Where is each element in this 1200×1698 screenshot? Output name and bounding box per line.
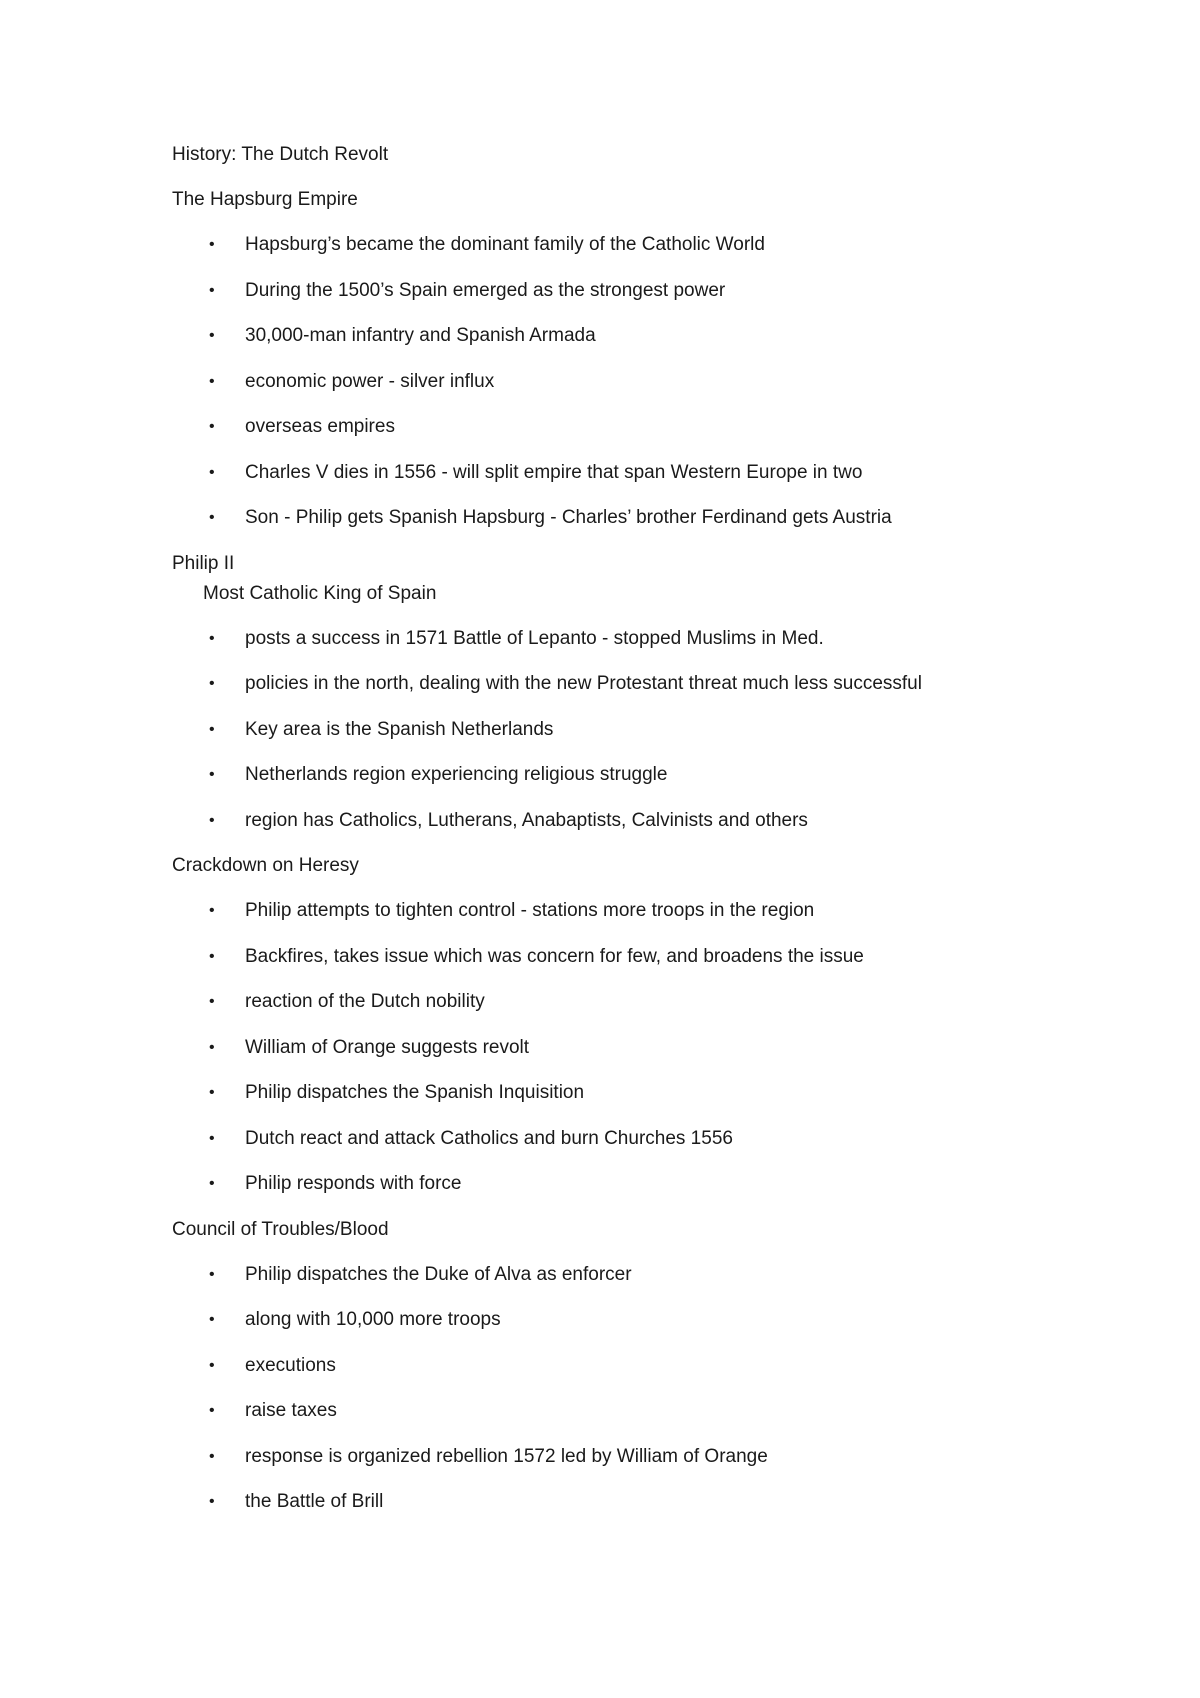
bullet-icon: • bbox=[209, 947, 215, 965]
bullet-icon: • bbox=[209, 236, 215, 253]
bullet-icon: • bbox=[209, 327, 215, 344]
list-item bbox=[172, 672, 1052, 696]
list-item-text: executions bbox=[245, 1354, 336, 1376]
list-item bbox=[172, 1081, 1052, 1105]
section-heading-crackdown-on-heresy: Crackdown on Heresy bbox=[172, 855, 359, 876]
list-item bbox=[172, 627, 1052, 651]
bullet-icon: • bbox=[209, 1402, 215, 1419]
bullet-list-council-of-troubles bbox=[172, 1263, 1052, 1515]
list-item bbox=[172, 899, 1052, 923]
bullet-icon: • bbox=[209, 1038, 215, 1056]
list-item-text: Philip dispatches the Spanish Inquisition bbox=[245, 1082, 585, 1103]
list-item-text: Philip dispatches the Duke of Alva as enforcer bbox=[245, 1263, 632, 1285]
list-item bbox=[172, 279, 1052, 303]
list-item bbox=[172, 718, 1052, 742]
list-item-text: reaction of the Dutch nobility bbox=[245, 991, 485, 1012]
list-item-text: Netherlands region experiencing religious struggle bbox=[245, 764, 668, 785]
list-item bbox=[172, 415, 1052, 439]
bullet-icon: • bbox=[209, 811, 215, 829]
bullet-icon: • bbox=[209, 1265, 215, 1283]
list-item bbox=[172, 233, 1052, 257]
bullet-icon: • bbox=[209, 509, 215, 526]
bullet-icon: • bbox=[209, 1129, 215, 1147]
list-item bbox=[172, 809, 1052, 833]
list-item bbox=[172, 506, 1052, 530]
list-item-text: Philip attempts to tighten control - stations more troops in the region bbox=[245, 900, 815, 921]
bullet-icon: • bbox=[209, 1175, 215, 1192]
list-item-text: 30,000-man infantry and Spanish Armada bbox=[245, 325, 596, 346]
list-item bbox=[172, 461, 1052, 485]
list-item-text: William of Orange suggests revolt bbox=[245, 1036, 530, 1058]
bullet-icon: • bbox=[209, 418, 215, 435]
list-item-text: policies in the north, dealing with the new Protestant threat much less successful bbox=[245, 673, 922, 694]
section-subheading-philip-ii: Most Catholic King of Spain bbox=[203, 582, 437, 604]
bullet-icon: • bbox=[209, 675, 215, 692]
list-item bbox=[172, 1263, 1052, 1287]
list-item-text: Charles V dies in 1556 - will split empire that span Western Europe in two bbox=[245, 461, 863, 483]
list-item bbox=[172, 990, 1052, 1014]
bullet-list-crackdown-on-heresy bbox=[172, 899, 1052, 1196]
list-item-text: Hapsburg’s became the dominant family of the Catholic World bbox=[245, 234, 765, 255]
list-item bbox=[172, 324, 1052, 348]
list-item bbox=[172, 945, 1052, 969]
bullet-list-hapsburg-empire bbox=[172, 233, 1052, 530]
bullet-list-philip-ii bbox=[172, 627, 1052, 833]
bullet-icon: • bbox=[209, 1084, 215, 1101]
bullet-icon: • bbox=[209, 463, 215, 481]
section-heading-hapsburg-empire: The Hapsburg Empire bbox=[172, 189, 358, 210]
bullet-icon: • bbox=[209, 281, 215, 299]
bullet-icon: • bbox=[209, 720, 215, 738]
list-item-text: along with 10,000 more troops bbox=[245, 1309, 501, 1330]
bullet-icon: • bbox=[209, 1493, 215, 1510]
list-item-text: the Battle of Brill bbox=[245, 1491, 384, 1512]
bullet-icon: • bbox=[209, 1311, 215, 1328]
document-body bbox=[172, 143, 1052, 1514]
document-title: History: The Dutch Revolt bbox=[172, 144, 389, 165]
list-item bbox=[172, 1127, 1052, 1151]
list-item bbox=[172, 763, 1052, 787]
bullet-icon: • bbox=[209, 766, 215, 783]
list-item-text: posts a success in 1571 Battle of Lepanto - stopped Muslims in Med. bbox=[245, 627, 824, 649]
list-item-text: Dutch react and attack Catholics and burn Churches 1556 bbox=[245, 1127, 733, 1149]
list-item-text: overseas empires bbox=[245, 416, 395, 437]
list-item-text: Backfires, takes issue which was concern for few, and broadens the issue bbox=[245, 945, 864, 967]
bullet-icon: • bbox=[209, 1447, 215, 1465]
list-item-text: Key area is the Spanish Netherlands bbox=[245, 718, 554, 740]
bullet-icon: • bbox=[209, 1356, 215, 1374]
list-item bbox=[172, 1036, 1052, 1060]
list-item-text: region has Catholics, Lutherans, Anabaptists, Calvinists and others bbox=[245, 809, 808, 831]
bullet-icon: • bbox=[209, 902, 215, 919]
list-item bbox=[172, 1445, 1052, 1469]
section-heading-philip-ii: Philip II bbox=[172, 552, 235, 574]
bullet-icon: • bbox=[209, 372, 215, 390]
list-item-text: During the 1500’s Spain emerged as the strongest power bbox=[245, 279, 726, 301]
list-item bbox=[172, 1490, 1052, 1514]
list-item bbox=[172, 1399, 1052, 1423]
list-item-text: economic power - silver influx bbox=[245, 370, 495, 392]
list-item bbox=[172, 1308, 1052, 1332]
bullet-icon: • bbox=[209, 629, 215, 647]
list-item-text: response is organized rebellion 1572 led by William of Orange bbox=[245, 1445, 768, 1467]
list-item bbox=[172, 1172, 1052, 1196]
list-item-text: Philip responds with force bbox=[245, 1173, 462, 1194]
list-item-text: Son - Philip gets Spanish Hapsburg - Charles’ brother Ferdinand gets Austria bbox=[245, 507, 892, 528]
list-item-text: raise taxes bbox=[245, 1400, 337, 1421]
bullet-icon: • bbox=[209, 993, 215, 1010]
list-item bbox=[172, 1354, 1052, 1378]
section-heading-council-of-troubles: Council of Troubles/Blood bbox=[172, 1218, 389, 1240]
list-item bbox=[172, 370, 1052, 394]
